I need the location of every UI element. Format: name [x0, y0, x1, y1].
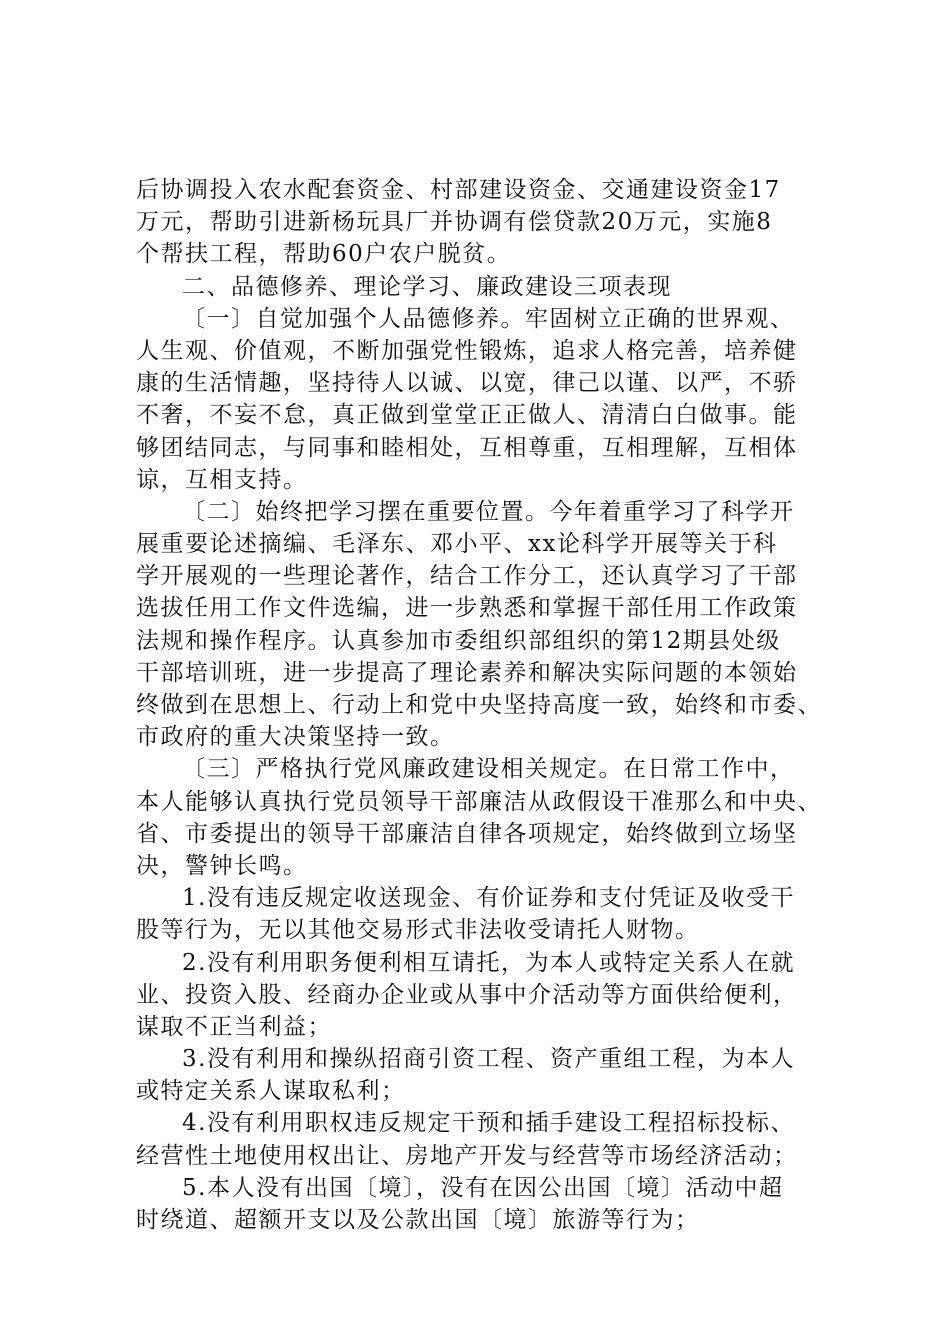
- text-line: 够团结同志，与同事和睦相处，互相尊重，互相理解，互相体: [136, 434, 798, 461]
- text-line: 业、投资入股、经商办企业或从事中介活动等方面供给便利，: [136, 981, 798, 1008]
- text-line: 后协调投入农水配套资金、村部建设资金、交通建设资金17: [136, 177, 781, 203]
- text-line: 谋取不正当利益；: [136, 1013, 332, 1040]
- text-line: 或特定关系人谋取私利；: [136, 1078, 406, 1105]
- text-line: 1.没有违反规定收送现金、有价证券和支付凭证及收受干: [182, 885, 795, 912]
- text-line: 市政府的重大决策坚持一致。: [136, 724, 455, 751]
- text-line: 展重要论述摘编、毛泽东、邓小平、xx论科学开展等关于科: [136, 531, 778, 558]
- text-line: 5.本人没有出国〔境〕，没有在因公出国〔境〕活动中超: [182, 1174, 784, 1201]
- text-line: 股等行为，无以其他交易形式非法收受请托人财物。: [136, 917, 700, 944]
- text-line: 〔三〕严格执行党风廉政建设相关规定。在日常工作中，: [182, 756, 795, 783]
- text-line: 3.没有利用和操纵招商引资工程、资产重组工程，为本人: [182, 1046, 795, 1073]
- text-line: 决，警钟长鸣。: [136, 852, 308, 879]
- text-line: 法规和操作程序。认真参加市委组织部组织的第12期县处级: [136, 627, 781, 654]
- text-line: 选拔任用工作文件选编，进一步熟悉和掌握干部任用工作政策: [136, 595, 798, 622]
- text-line: 经营性土地使用权出让、房地产开发与经营等市场经济活动；: [136, 1142, 798, 1169]
- text-line: 个帮扶工程，帮助60户农户脱贫。: [136, 241, 512, 268]
- text-line: 人生观、价值观，不断加强党性锻炼，追求人格完善，培养健: [136, 337, 798, 364]
- text-line: 省、市委提出的领导干部廉洁自律各项规定，始终做到立场坚: [136, 820, 798, 847]
- text-line: 学开展观的一些理论著作，结合工作分工，还认真学习了干部: [136, 563, 798, 590]
- text-line: 4.没有利用职权违反规定干预和插手建设工程招标投标、: [182, 1110, 795, 1137]
- text-line: 干部培训班，进一步提高了理论素养和解决实际问题的本领始: [136, 659, 798, 686]
- text-line: 不奢，不妄不怠，真正做到堂堂正正做人、清清白白做事。能: [136, 402, 798, 429]
- document-body: [136, 174, 836, 1236]
- text-line: 康的生活情趣，坚持待人以诚、以宽，律己以谨、以严，不骄: [136, 370, 798, 397]
- text-line: 终做到在思想上、行动上和党中央坚持高度一致，始终和市委、: [136, 692, 822, 718]
- text-line: 2.没有利用职务便利相互请托，为本人或特定关系人在就: [182, 949, 795, 976]
- text-line: 〔一〕自觉加强个人品德修养。牢固树立正确的世界观、: [182, 305, 795, 332]
- text-line: 〔二〕始终把学习摆在重要位置。今年着重学习了科学开: [182, 498, 795, 525]
- text-line: 本人能够认真执行党员领导干部廉洁从政假设干准那么和中央、: [136, 788, 822, 815]
- text-line: 谅，互相支持。: [136, 466, 308, 493]
- text-line: 万元，帮助引进新杨玩具厂并协调有偿贷款20万元，实施8: [136, 209, 773, 236]
- text-line: 二、品德修养、理论学习、廉政建设三项表现: [182, 273, 672, 300]
- text-line: 时绕道、超额开支以及公款出国〔境〕旅游等行为；: [136, 1207, 700, 1233]
